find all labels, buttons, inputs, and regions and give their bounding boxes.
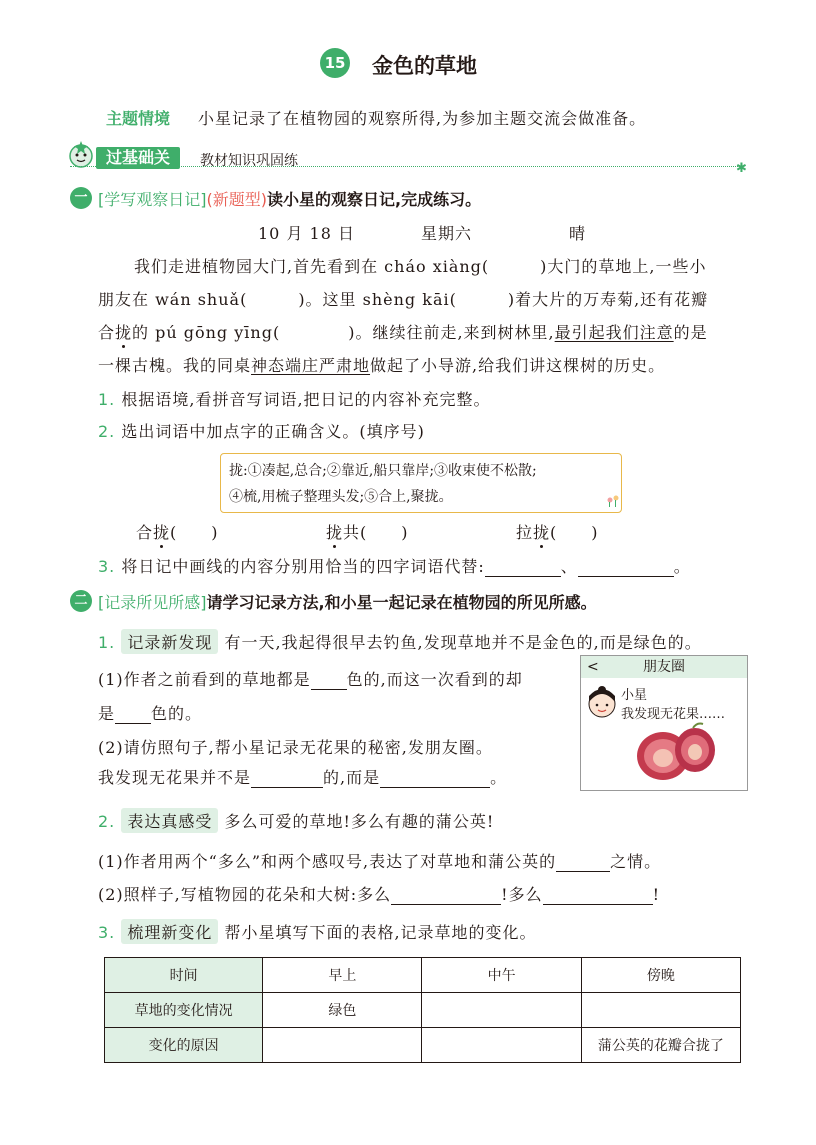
part1-blank-1[interactable] <box>311 671 347 690</box>
word-2-blank: 共( ) <box>343 523 409 542</box>
part2-sub1-text-a: (1)作者用两个“多么”和两个感叹号,表达了对草地和蒲公英的 <box>98 852 557 871</box>
part2-label: 表达真感受 <box>121 808 218 833</box>
word-1-blank: ( ) <box>170 523 219 542</box>
star-icon: ✱ <box>736 161 747 176</box>
diary-word-he: 合 <box>98 323 116 342</box>
question-1 <box>98 387 491 410</box>
part2-sub2-text-a: (2)照样子,写植物园的花朵和大树:多么 <box>98 885 392 904</box>
part1-sub1-text-c: 是 <box>98 704 116 723</box>
part3-label: 梳理新变化 <box>121 919 218 944</box>
part1-sub1-line1 <box>98 667 523 690</box>
diary-date: 10 月 18 日 <box>258 224 355 243</box>
word-1-a: 合 <box>136 523 154 542</box>
question-3 <box>98 554 691 577</box>
part3-header <box>98 919 537 944</box>
banner-label: 过基础关 <box>96 147 180 169</box>
definition-line-2: ④梳,用梳子整理头发;⑤合上,聚拢。 <box>229 489 453 505</box>
part2-quote: 多么可爱的草地!多么有趣的蒲公英! <box>224 812 495 831</box>
table-header-cell: 早上 <box>263 958 422 993</box>
theme-label: 主题情境 <box>106 109 171 128</box>
part2-blank-1[interactable] <box>556 853 610 872</box>
back-chevron-icon[interactable]: < <box>587 659 599 675</box>
diary-line-4-start: 一棵古槐。我的同桌 <box>98 356 252 375</box>
part1-sub2-text-c: 。 <box>490 768 508 787</box>
part1-blank-3[interactable] <box>251 769 323 788</box>
section1-header <box>98 187 481 210</box>
question-2-number: 2. <box>98 422 116 441</box>
moments-user: 小星 <box>621 688 648 703</box>
diary-line-4-end: 做起了小导游,给我们讲这棵树的历史。 <box>370 356 666 375</box>
section1-badge: 一 <box>70 187 92 209</box>
part2-blank-2[interactable] <box>391 886 501 905</box>
part2-sub2-text-b: !多么 <box>501 885 543 904</box>
diary-line-3-end: 的是 <box>673 323 708 342</box>
part1-sub1-text-b: 色的,而这一次看到的却 <box>346 670 523 689</box>
moments-header: 朋友圈 <box>581 656 747 678</box>
section2-tag: [记录所见所感] <box>98 593 207 612</box>
part1-sub1-line2 <box>98 701 202 724</box>
moments-post: 我发现无花果…… <box>621 707 726 722</box>
section2-header <box>98 590 597 613</box>
question-2 <box>98 419 425 442</box>
diary-underlined-phrase-2: 神态端庄严肃地 <box>251 356 371 375</box>
part1-sub2-answer <box>98 765 507 788</box>
part2-header <box>98 808 494 833</box>
diary-line-2: 朋友在 wán shuǎ( )。这里 shèng kāi( )着大片的万寿菊,还有花瓣 <box>98 290 709 309</box>
part2-sub2-text-c: ! <box>652 885 661 904</box>
word-item-1[interactable] <box>136 520 219 543</box>
change-table <box>104 957 741 1063</box>
diary-line-3-mid: 的 pú gōng yīng( )。继续往前走,来到树林里, <box>132 323 555 342</box>
table-row-label: 变化的原因 <box>105 1028 263 1063</box>
table-cell[interactable] <box>263 1028 422 1063</box>
diary-weekday: 星期六 <box>421 224 473 243</box>
section2-badge: 二 <box>70 590 92 612</box>
lesson-number-badge: 15 <box>320 48 350 78</box>
table-header-cell: 时间 <box>105 958 263 993</box>
section1-new-type: (新题型) <box>206 190 267 209</box>
banner-subtitle: 教材知识巩固练 <box>200 153 298 169</box>
part1-sub1-text-d: 色的。 <box>151 704 203 723</box>
diary-weather: 晴 <box>569 224 587 243</box>
table-cell[interactable]: 绿色 <box>263 993 422 1028</box>
table-row <box>105 1028 741 1063</box>
question-3-end: 。 <box>673 557 691 576</box>
moments-card <box>580 655 748 791</box>
part1-blank-4[interactable] <box>380 769 490 788</box>
table-row <box>105 993 741 1028</box>
table-cell[interactable] <box>422 1028 581 1063</box>
diary-line-4 <box>98 353 665 376</box>
question-1-text: 根据语境,看拼音写词语,把日记的内容补充完整。 <box>121 390 491 409</box>
avatar <box>585 684 619 720</box>
diary-line-3 <box>98 320 708 343</box>
diary-underlined-phrase-1: 最引起我们注意 <box>554 323 674 342</box>
part3-number: 3. <box>98 923 116 942</box>
question-3-sep: 、 <box>560 557 578 576</box>
part1-sub2-text-a: 我发现无花果并不是 <box>98 768 252 787</box>
part3-text: 帮小星填写下面的表格,记录草地的变化。 <box>224 923 537 942</box>
part2-sub1 <box>98 849 661 872</box>
section2-instruction: 请学习记录方法,和小星一起记录在植物园的所见所感。 <box>206 593 597 612</box>
diary-line-1: 我们走进植物园大门,首先看到在 cháo xiàng( )大门的草地上,一些小 <box>134 257 707 276</box>
flower-icon <box>605 492 621 508</box>
question-3-text: 将日记中画线的内容分别用恰当的四字词语代替: <box>121 557 485 576</box>
part1-sub2: (2)请仿照句子,帮小星记录无花果的秘密,发朋友圈。 <box>98 738 493 757</box>
table-header-cell: 中午 <box>422 958 581 993</box>
definition-box <box>220 453 622 513</box>
part1-sub2-text-b: 的,而是 <box>323 768 381 787</box>
part2-number: 2. <box>98 812 116 831</box>
question-1-number: 1. <box>98 390 116 409</box>
part1-sub1-text-a: (1)作者之前看到的草地都是 <box>98 670 311 689</box>
word-3-a: 拉 <box>516 523 534 542</box>
part1-label: 记录新发现 <box>121 629 218 654</box>
table-cell[interactable] <box>422 993 581 1028</box>
part1-blank-2[interactable] <box>115 705 151 724</box>
part1-number: 1. <box>98 633 116 652</box>
part2-blank-3[interactable] <box>543 886 653 905</box>
word-3-blank: ( ) <box>550 523 599 542</box>
question-2-text: 选出词语中加点字的正确含义。(填序号) <box>121 422 425 441</box>
section1-instruction: 读小星的观察日记,完成练习。 <box>267 190 482 209</box>
word-item-3[interactable] <box>516 520 599 543</box>
page-title: 金色的草地 <box>372 54 477 78</box>
question-3-number: 3. <box>98 557 116 576</box>
table-header-cell: 傍晚 <box>581 958 740 993</box>
answer-blank-2[interactable] <box>578 558 674 577</box>
part1-quote: 有一天,我起得很早去钓鱼,发现草地并不是金色的,而是绿色的。 <box>224 633 702 652</box>
fig-image-icon <box>633 720 719 784</box>
table-row-label: 草地的变化情况 <box>105 993 263 1028</box>
word-1-dotted: 拢 <box>153 523 171 542</box>
table-cell[interactable]: 蒲公英的花瓣合拢了 <box>581 1028 740 1063</box>
word-3-dotted: 拢 <box>533 523 551 542</box>
answer-blank-1[interactable] <box>485 558 561 577</box>
word-item-2[interactable] <box>326 520 409 543</box>
table-cell[interactable] <box>581 993 740 1028</box>
table-header-row <box>105 958 741 993</box>
part1-header <box>98 629 702 654</box>
section1-tag: [学写观察日记] <box>98 190 207 209</box>
word-2-dotted: 拢 <box>326 523 344 542</box>
diary-dotted-char: 拢 <box>115 323 133 342</box>
part2-sub1-text-b: 之情。 <box>610 852 662 871</box>
part2-sub2 <box>98 882 660 905</box>
definition-line-1: 拢:①凑起,总合;②靠近,船只靠岸;③收束使不松散; <box>229 463 537 479</box>
theme-text: 小星记录了在植物园的观察所得,为参加主题交流会做准备。 <box>198 109 647 128</box>
